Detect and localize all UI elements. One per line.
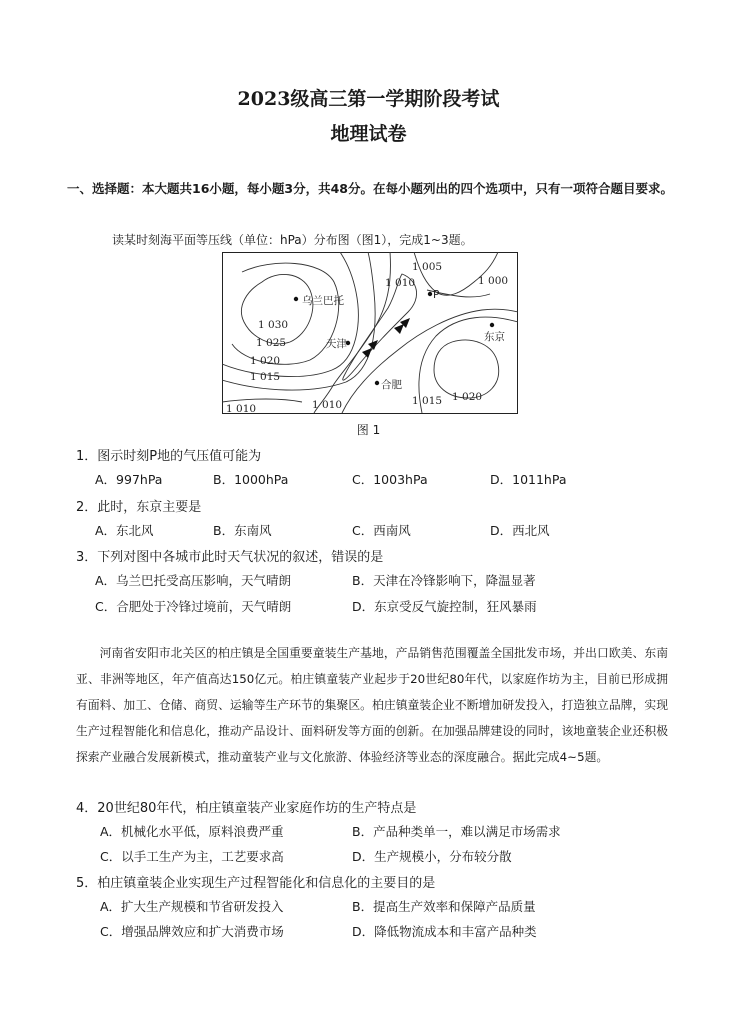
isobar-label: 1 015 xyxy=(412,395,443,407)
q3-option-a: A．乌兰巴托受高压影响，天气晴朗 xyxy=(95,573,292,588)
q1-option-c: C．1003hPa xyxy=(352,472,428,487)
map-frame xyxy=(223,253,518,414)
city-dot-ulaanbaatar xyxy=(294,297,298,301)
q1-option-a: A．997hPa xyxy=(95,472,163,487)
isobar-label: 1 020 xyxy=(250,355,281,367)
q3-option-d: D．东京受反气旋控制，狂风暴雨 xyxy=(352,599,537,614)
q3-option-c: C．合肥处于冷锋过境前，天气晴朗 xyxy=(95,599,292,614)
isobar-label: 1 020 xyxy=(452,391,483,403)
isobar-label: 1 010 xyxy=(226,403,257,414)
city-label-hefei: 合肥 xyxy=(381,379,402,391)
isobar-label: 1 010 xyxy=(312,399,343,411)
city-label-tokyo: 东京 xyxy=(484,331,505,343)
isobar-label: 1 025 xyxy=(256,337,287,349)
q5-option-d: D．降低物流成本和丰富产品种类 xyxy=(352,924,537,939)
q4-option-d: D．生产规模小，分布较分散 xyxy=(352,849,512,864)
question-5: 5．柏庄镇童装企业实现生产过程智能化和信息化的主要目的是 xyxy=(76,876,436,891)
question-1: 1．图示时刻P地的气压值可能为 xyxy=(76,449,262,464)
q5-option-b: B．提高生产效率和保障产品质量 xyxy=(352,899,536,914)
q3-option-b: B．天津在冷锋影响下，降温显著 xyxy=(352,573,536,588)
q5-option-c: C．增强品牌效应和扩大消费市场 xyxy=(100,924,284,939)
isobar-label: 1 015 xyxy=(250,371,281,383)
q4-option-b: B．产品种类单一，难以满足市场需求 xyxy=(352,824,561,839)
question-3: 3．下列对图中各城市此时天气状况的叙述，错误的是 xyxy=(76,550,384,565)
exam-subject: 地理试卷 xyxy=(330,123,407,145)
q2-option-b: B．东南风 xyxy=(213,523,272,538)
q2-option-a: A．东北风 xyxy=(95,523,154,538)
city-dot-p xyxy=(428,292,432,296)
isobar-label: 1 010 xyxy=(385,277,416,289)
reading-passage: 河南省安阳市北关区的柏庄镇是全国重要童装生产基地，产品销售范围覆盖全国批发市场，并出口欧美、东南亚、非洲等地区，年产值高达150亿元。柏庄镇童装产业起步于20世纪80年代，以家庭作坊为主，目前已形成拥有面料、加工、仓储、商贸、运输等生产环节的集聚区。柏庄镇童装企业不断增加研发投入，打造独立品牌，实现生产过程智能化和信息化，推动产品设计、面料研发等方面的创新。在加强品牌建设的同时，该地童装企业还积极探索产业融合发展新模式，推动童装产业与文化旅游、体验经济等业态的深度融合。据此完成4~5题。 xyxy=(76,646,668,764)
q4-option-a: A．机械化水平低，原料浪费严重 xyxy=(100,824,284,839)
question-2: 2．此时，东京主要是 xyxy=(76,500,202,515)
isobar-label: 1 000 xyxy=(478,275,509,287)
city-dot-tokyo xyxy=(490,323,494,327)
exam-title: 2023级高三第一学期阶段考试 xyxy=(237,88,500,110)
question-4: 4．20世纪80年代，柏庄镇童装产业家庭作坊的生产特点是 xyxy=(76,801,417,816)
city-label-ulaanbaatar: 乌兰巴托 xyxy=(302,295,344,307)
isobar-label: 1 005 xyxy=(412,261,443,273)
q1-option-b: B．1000hPa xyxy=(213,472,289,487)
q4-option-c: C．以手工生产为主，工艺要求高 xyxy=(100,849,284,864)
q1-option-d: D．1011hPa xyxy=(490,472,567,487)
isobar-label: 1 030 xyxy=(258,319,289,331)
map-caption: 图 1 xyxy=(356,423,381,437)
section-heading: 一、选择题：本大题共16小题，每小题3分，共48分。在每小题列出的四个选项中，只有一项符合题目要求。 xyxy=(67,181,673,196)
city-dot-hefei xyxy=(375,381,379,385)
q5-option-a: A．扩大生产规模和节省研发投入 xyxy=(100,899,284,914)
city-label-p: P xyxy=(433,289,440,301)
q2-option-c: C．西南风 xyxy=(352,523,411,538)
isobar-map xyxy=(222,252,518,414)
map-intro: 读某时刻海平面等压线（单位：hPa）分布图（图1），完成1~3题。 xyxy=(112,233,473,247)
city-label-tianjin: 天津 xyxy=(326,338,347,350)
q2-option-d: D．西北风 xyxy=(490,523,550,538)
